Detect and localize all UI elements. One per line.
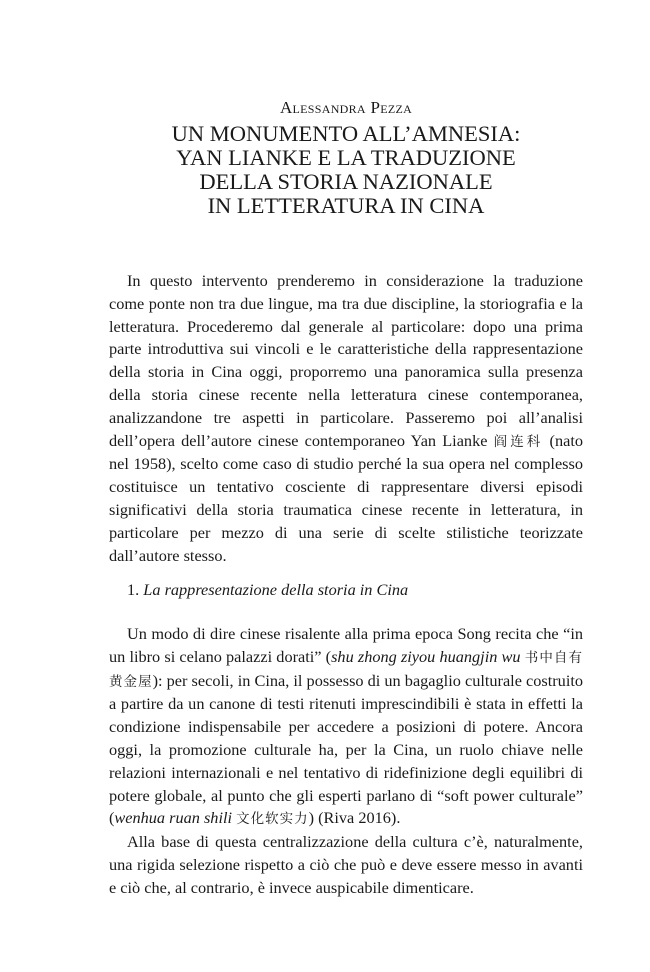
body-paragraph: Alla base di questa centralizzazione della cultura c’è, naturalmente, una rigida selezione rispetto a ciò che può e deve essere messo in avanti e ciò che, al contrario, è invece auspicabile dimenticare. [109, 832, 583, 897]
title-line: YAN LIANKE E LA TRADUZIONE [176, 145, 516, 170]
title-line: DELLA STORIA NAZIONALE [199, 169, 493, 194]
chinese-text: 书中自有黄金屋 [109, 649, 584, 690]
article-title [109, 122, 583, 218]
chinese-text: 文化软实力 [236, 811, 309, 828]
body-text: ): per secoli, in Cina, il possesso di un bagaglio culturale costruito a partire da un canone di testi ritenuti imprescindibili è stata in effetti la condizione indispensabile per accedere a posizioni di potere. Ancora oggi, la promozione culturale ha, per la Cina, un ruolo chiave nelle relazioni internazionali e nel tentativo di ridefinizione degli equilibri di potere globale, al punto che gli esperti parlano di “soft power culturale” ( [109, 670, 584, 828]
body-text: Un modo di dire cinese risalente alla prima epoca Song recita che “in un libro si celano palazzi dorati” ( [109, 624, 583, 666]
body-paragraph [109, 623, 583, 831]
section-body [109, 623, 583, 900]
title-line: IN LETTERATURA IN CINA [207, 193, 485, 218]
title-line: UN MONUMENTO ALL’AMNESIA: [171, 121, 521, 146]
pinyin-text: wenhua ruan shili [114, 808, 233, 828]
body-text: ) (Riva 2016). [308, 808, 401, 828]
section-heading [127, 580, 408, 600]
chinese-name: 阎连科 [493, 433, 544, 450]
abstract-text: (nato nel 1958), scelto come caso di studio perché la sua opera nel complesso costituisce un tentativo cosciente di rappresentare diversi episodi significativi della storia traumatica cinese recente in letteratura, in particolare per mezzo di una serie di scelte stilistiche teorizzate dall’autore stesso. [109, 430, 584, 565]
abstract [109, 270, 583, 567]
section-number: 1. [127, 580, 140, 599]
abstract-paragraph [109, 270, 583, 567]
author-name: Alessandra Pezza [279, 98, 413, 117]
section-title: La rappresentazione della storia in Cina [143, 580, 409, 599]
pinyin-text: shu zhong ziyou huangjin wu [331, 646, 521, 666]
abstract-text: In questo intervento prenderemo in considerazione la traduzione come ponte non tra due lingue, ma tra due discipline, la storiografia e la letteratura. Procederemo dal generale al particolare: dopo una prima parte introduttiva sui vincoli e le caratteristiche della rappresentazione della storia in Cina oggi, proporremo una panoramica sulla presenza della storia cinese recente nella letteratura cinese contemporanea, analizzandone tre aspetti in particolare. Passeremo poi all’analisi dell’opera dell’autore cinese contemporaneo Yan Lianke [109, 271, 583, 450]
